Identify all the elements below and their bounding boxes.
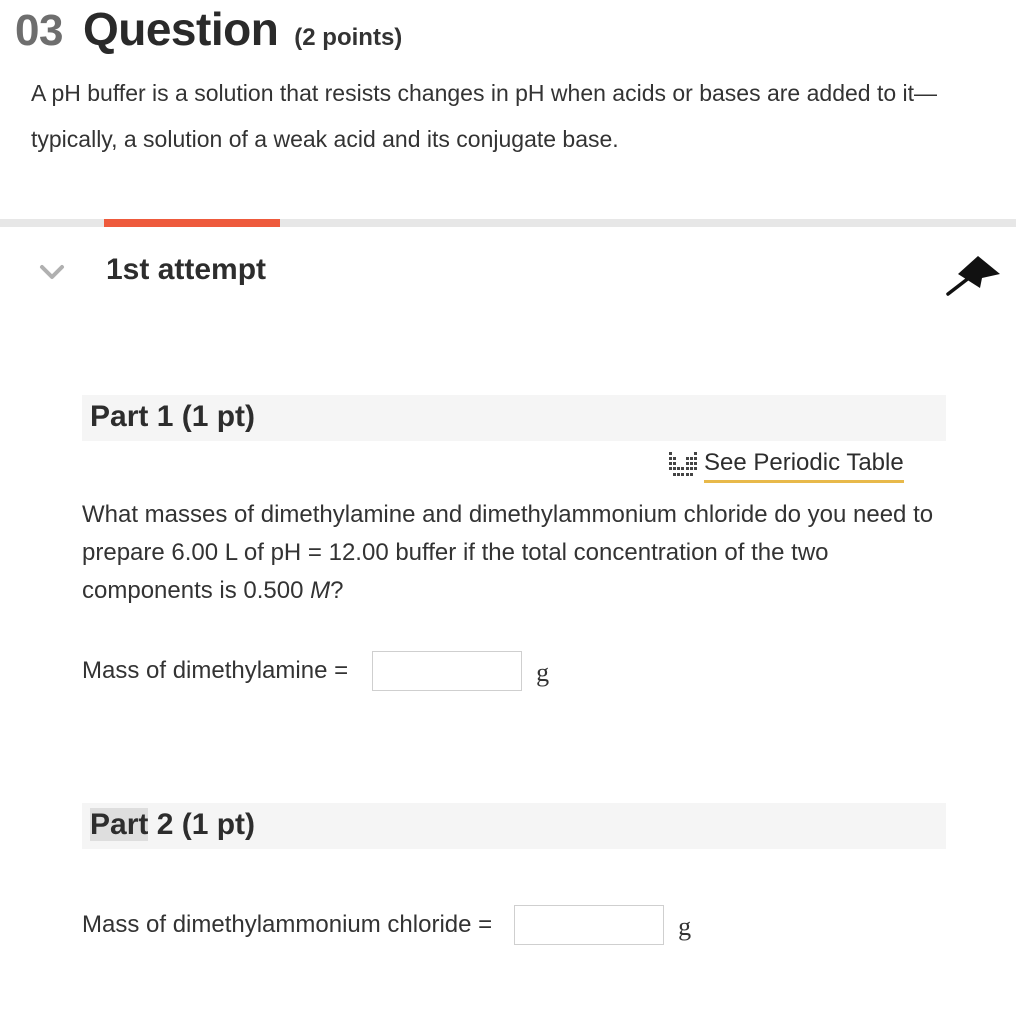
dimethylamine-mass-input[interactable] <box>372 651 522 691</box>
dimethylamine-mass-unit: g <box>536 658 550 687</box>
question-mark: ? <box>330 577 344 604</box>
part-1-header <box>82 395 946 441</box>
periodic-table-link-label[interactable]: See Periodic Table <box>704 449 904 483</box>
molarity-unit: M <box>310 577 331 604</box>
periodic-table-icon <box>668 451 698 477</box>
question-text-body: What masses of dimethylamine and dimethylammonium chloride do you need to prepare 6.00 L of pH = 12.00 buffer if the total concentration of the two components is 0.500 <box>82 501 934 604</box>
part-1-title: Part 1 (1 pt) <box>90 400 256 433</box>
dimethylammonium-chloride-mass-unit: g <box>678 912 692 941</box>
answer-row-dimethylammonium-chloride <box>82 903 691 947</box>
question-header <box>15 2 402 54</box>
question-intro: A pH buffer is a solution that resists changes in pH when acids or bases are added to it—typically, a solution of a weak acid and its conjugate base. <box>31 80 938 152</box>
flag-arrow-icon[interactable] <box>944 252 1002 298</box>
part-2-title-rest: 2 (1 pt) <box>148 808 256 841</box>
dimethylamine-mass-label: Mass of dimethylamine = <box>82 657 349 684</box>
attempt-label[interactable]: 1st attempt <box>106 253 267 286</box>
question-points: (2 points) <box>294 24 403 51</box>
part-2-title-highlight: Part <box>90 808 149 841</box>
chevron-down-icon[interactable] <box>38 262 66 282</box>
answer-row-dimethylamine <box>82 649 549 693</box>
part-2-header <box>82 803 946 849</box>
question-number: 03 <box>15 6 63 55</box>
dimethylammonium-chloride-mass-label: Mass of dimethylammonium chloride = <box>82 911 493 938</box>
question-title: Question <box>82 3 279 55</box>
part-1-question <box>82 496 962 610</box>
attempt-tab-indicator <box>104 219 280 227</box>
periodic-table-link[interactable] <box>668 444 904 484</box>
dimethylammonium-chloride-mass-input[interactable] <box>514 905 664 945</box>
part-2-title <box>90 808 255 842</box>
